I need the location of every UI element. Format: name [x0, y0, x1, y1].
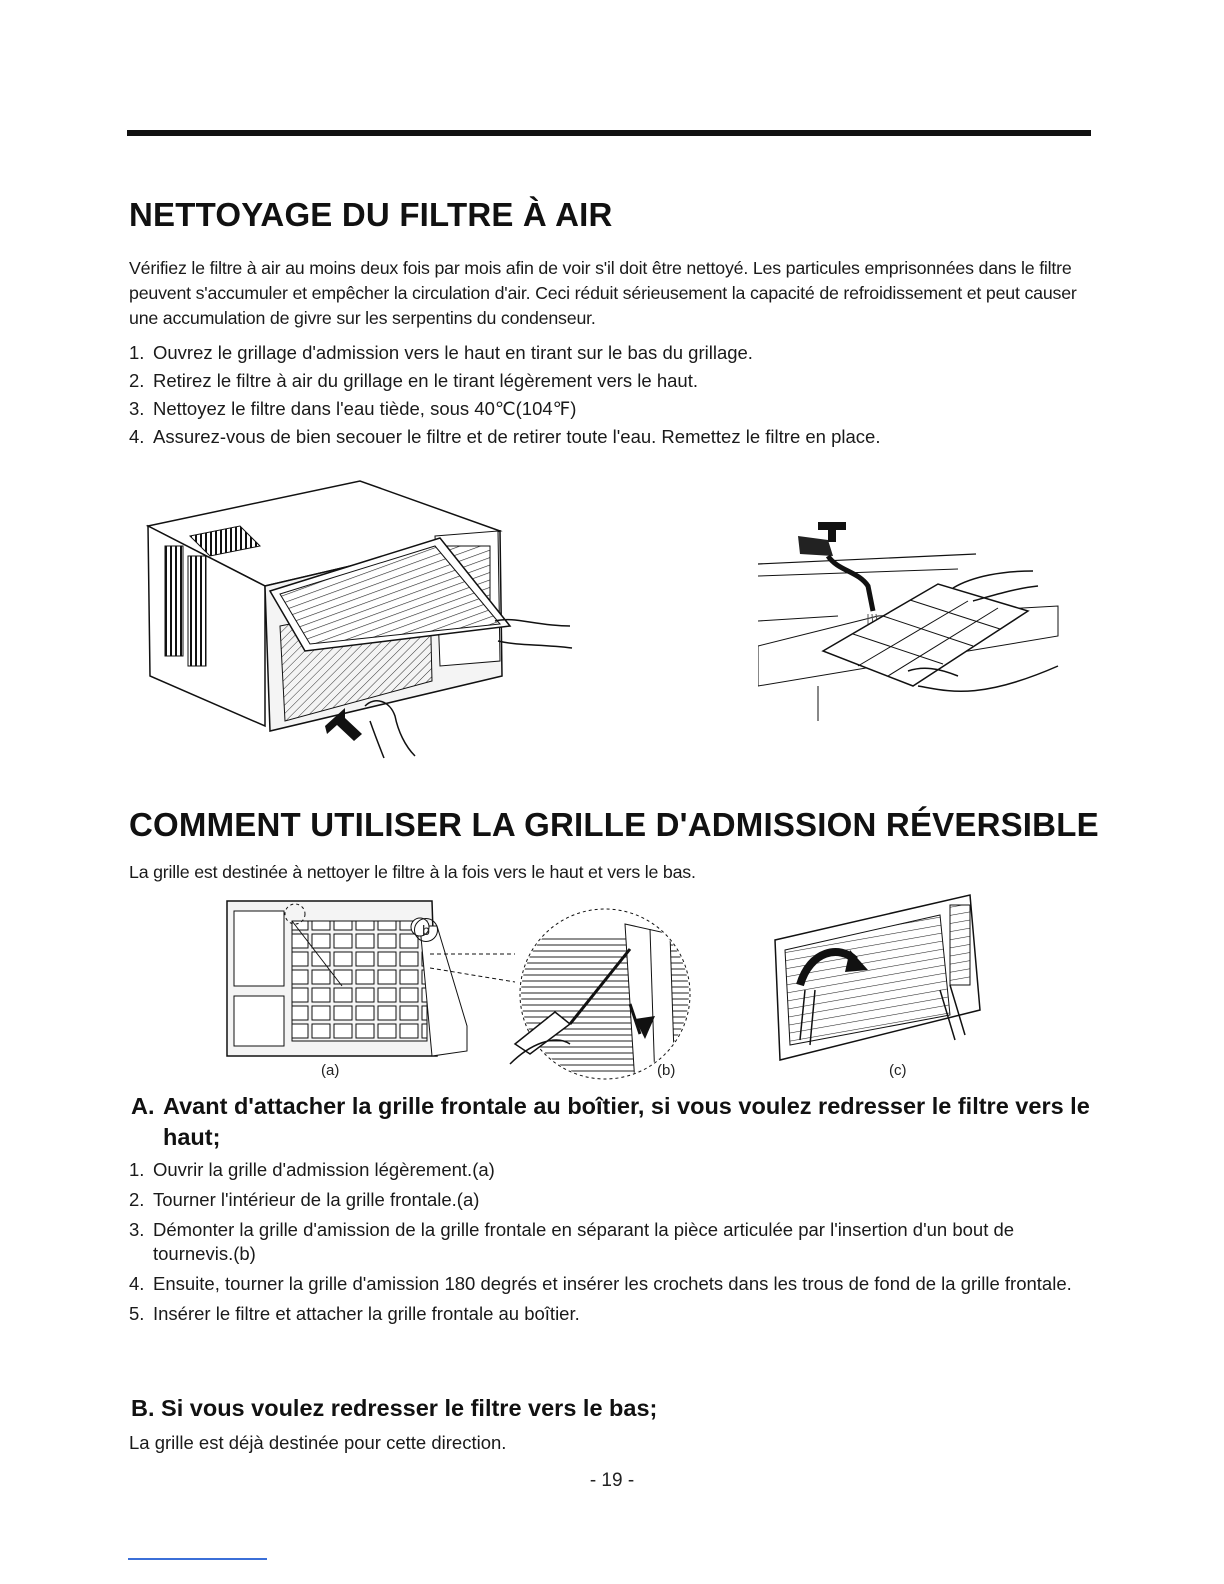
step-text: Assurez-vous de bien secouer le filtre et de retirer toute l'eau. Remettez le filtre en place.	[153, 426, 881, 447]
callout-b-marker: b	[414, 918, 438, 942]
subsection-a-steps	[129, 1158, 1089, 1326]
step-number: 3.	[129, 1219, 145, 1240]
step-number: 3.	[129, 398, 145, 419]
list-item	[129, 1158, 1089, 1182]
list-item	[129, 397, 1089, 421]
figure-c-grille-rotation	[770, 890, 990, 1080]
section-title-filter-cleaning: NETTOYAGE DU FILTRE À AIR	[129, 196, 613, 233]
step-text: Nettoyez le filtre dans l'eau tiède, sous 40℃(104℉)	[153, 398, 577, 419]
subsection-b-prefix: B.	[131, 1395, 155, 1421]
step-number: 5.	[129, 1303, 145, 1324]
step-number: 1.	[129, 1159, 145, 1180]
figure-c-caption: (c)	[889, 1062, 907, 1079]
step-text: Démonter la grille d'amission de la grille frontale en séparant la pièce articulée par l'insertion d'un bout de tournevis.(b)	[153, 1219, 1015, 1264]
step-text: Ouvrez le grillage d'admission vers le haut en tirant sur le bas du grillage.	[153, 342, 753, 363]
figure-a-caption: (a)	[321, 1062, 340, 1079]
section-intro-filter-cleaning: Vérifiez le filtre à air au moins deux fois par mois afin de voir s'il doit être nettoyé. Les particules emprisonnées dans le filtre peuvent s'accumuler et empêcher la circulation d'air. Ceci réduit sérieusement la capacité de refroidissement et peut causer une accumulation de givre sur les serpentins du condenseur.	[129, 258, 1077, 328]
step-text: Insérer le filtre et attacher la grille frontale au boîtier.	[153, 1303, 580, 1324]
list-item	[129, 369, 1089, 393]
step-number: 1.	[129, 342, 145, 363]
figure-b-screwdriver-detail	[430, 894, 695, 1084]
air-conditioner-filter-illustration	[140, 476, 590, 766]
list-item	[129, 425, 1089, 449]
list-item	[129, 1302, 1089, 1326]
top-rule	[127, 130, 1091, 136]
subsection-a-prefix: A.	[131, 1093, 155, 1119]
bottom-link-underline	[128, 1558, 267, 1560]
page-number: - 19 -	[589, 1470, 635, 1491]
step-text: Ouvrir la grille d'admission légèrement.(a)	[153, 1159, 495, 1180]
step-text: Tourner l'intérieur de la grille frontale.(a)	[153, 1189, 480, 1210]
list-item	[129, 1272, 1089, 1296]
section-intro-reversible-grille: La grille est destinée à nettoyer le filtre à la fois vers le haut et vers le bas.	[129, 862, 696, 882]
step-number: 4.	[129, 426, 145, 447]
step-text: Ensuite, tourner la grille d'amission 180 degrés et insérer les crochets dans les trous de fond de la grille frontale.	[153, 1273, 1072, 1294]
filter-washing-illustration	[758, 516, 1068, 726]
subsection-b-text: La grille est déjà destinée pour cette direction.	[129, 1432, 507, 1453]
subsection-a-title: Avant d'attacher la grille frontale au boîtier, si vous voulez redresser le filtre vers le haut;	[163, 1093, 1090, 1150]
subsection-b-heading	[131, 1393, 1091, 1424]
section-title-reversible-grille: COMMENT UTILISER LA GRILLE D'ADMISSION RÉVERSIBLE	[129, 806, 1099, 843]
subsection-a-heading	[131, 1091, 1123, 1153]
step-number: 2.	[129, 1189, 145, 1210]
figure-b-caption: (b)	[657, 1062, 676, 1079]
filter-cleaning-steps	[129, 341, 1089, 449]
list-item	[129, 1218, 1089, 1266]
step-number: 4.	[129, 1273, 145, 1294]
list-item	[129, 1188, 1089, 1212]
list-item	[129, 341, 1089, 365]
step-number: 2.	[129, 370, 145, 391]
step-text: Retirez le filtre à air du grillage en le tirant légèrement vers le haut.	[153, 370, 698, 391]
subsection-b-title: Si vous voulez redresser le filtre vers le bas;	[161, 1395, 658, 1421]
